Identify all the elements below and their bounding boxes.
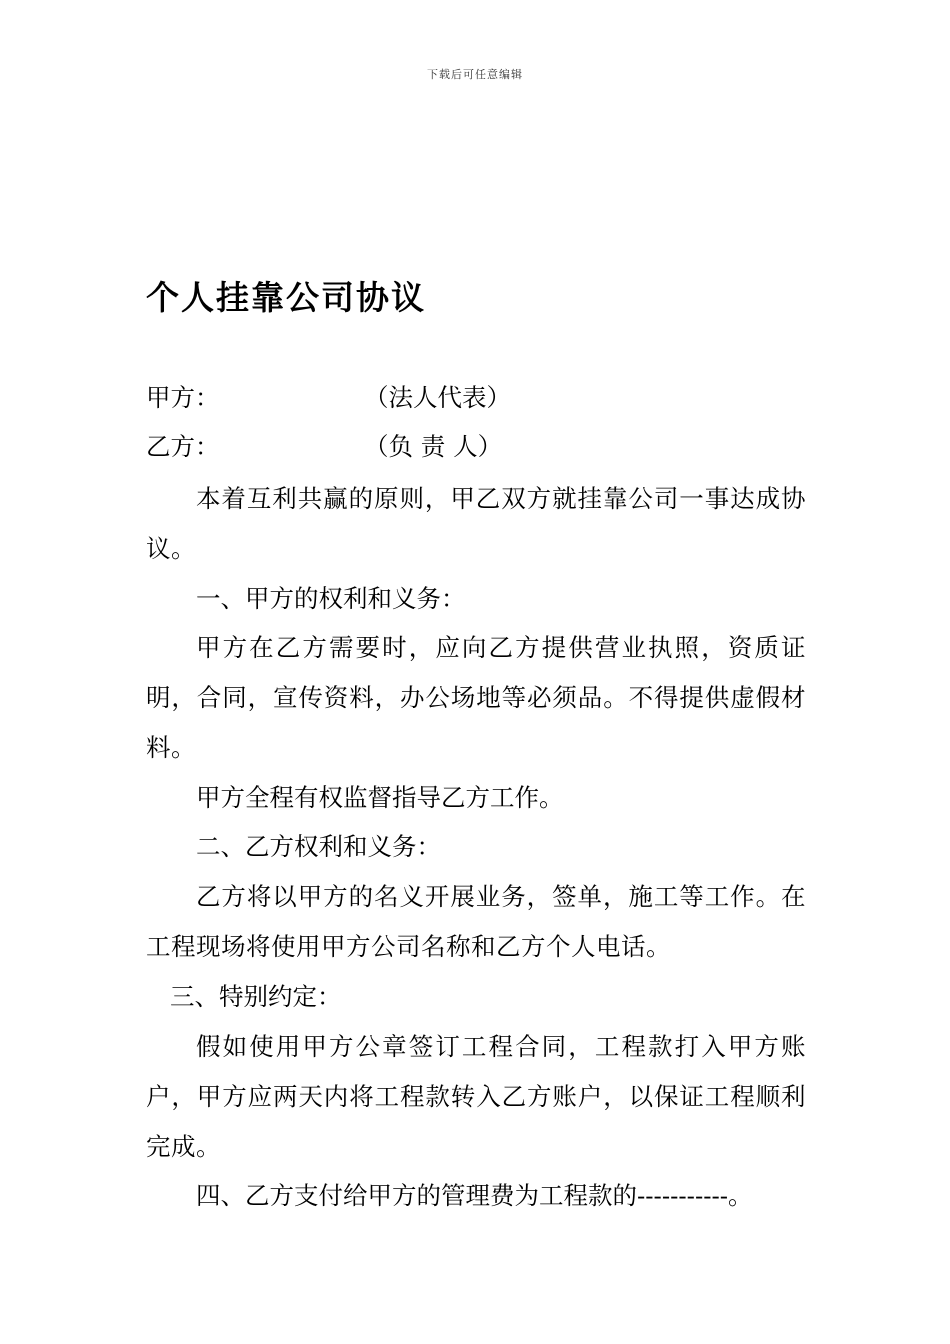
section1-heading: 一、甲方的权利和义务： — [196, 584, 466, 613]
party-b-line — [146, 431, 502, 463]
header-note: 下载后可任意编辑 — [427, 68, 523, 81]
party-b-role: （负 责 人） — [364, 432, 503, 461]
party-a-label: 甲方： — [146, 383, 220, 412]
section2-heading: 二、乙方权利和义务： — [196, 832, 441, 861]
intro-paragraph: 本着互利共赢的原则，甲乙双方就挂靠公司一事达成协议。 — [146, 484, 806, 563]
section3-paragraph-1: 假如使用甲方公章签订工程合同，工程款打入甲方账户，甲方应两天内将工程款转入乙方账户，以保证工程顺利完成。 — [146, 1032, 806, 1161]
document-title: 个人挂靠公司协议 — [146, 278, 426, 317]
party-a-line — [146, 382, 511, 414]
section1-paragraph-2: 甲方全程有权监督指导乙方工作。 — [196, 783, 564, 812]
section3-heading: 三、特别约定： — [170, 982, 342, 1011]
party-b-label: 乙方： — [146, 432, 220, 461]
party-a-role: （法人代表） — [364, 383, 511, 412]
section4-paragraph-1: 四、乙方支付给甲方的管理费为工程款的-----------。 — [196, 1181, 753, 1210]
section2-paragraph-1: 乙方将以甲方的名义开展业务，签单，施工等工作。在工程现场将使用甲方公司名称和乙方个人电话。 — [146, 882, 806, 961]
section1-paragraph-1: 甲方在乙方需要时，应向乙方提供营业执照，资质证明，合同，宣传资料，办公场地等必须品。不得提供虚假材料。 — [146, 633, 806, 762]
